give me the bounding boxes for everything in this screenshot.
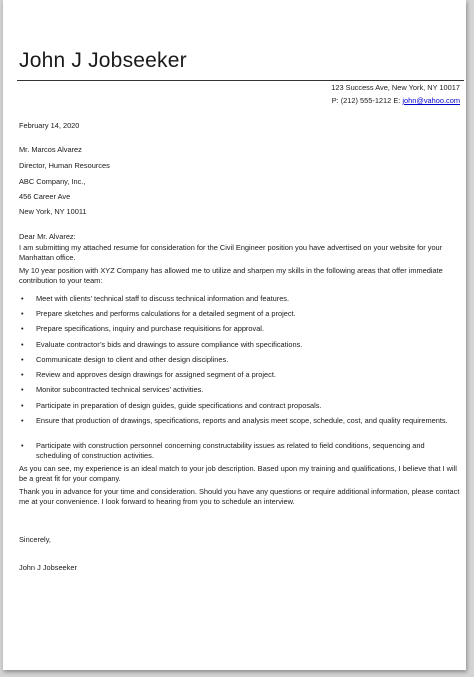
sender-address: 123 Success Ave, New York, NY 10017: [331, 83, 460, 92]
bullet-icon: •: [21, 370, 24, 379]
letter-page: [3, 0, 466, 670]
list-item-text: Prepare sketches and performs calculations for a detailed segment of a project.: [36, 309, 296, 318]
signoff: Sincerely,: [19, 535, 51, 544]
bullet-icon: •: [21, 309, 24, 318]
list-item-text: Review and approves design drawings for assigned segment of a project.: [36, 370, 276, 379]
sender-name: John J Jobseeker: [19, 49, 187, 72]
list-item-text: Evaluate contractor’s bids and drawings to assure compliance with specifications.: [36, 340, 303, 349]
sender-contact-line: [332, 96, 460, 105]
header-divider: [17, 80, 464, 81]
bullet-icon: •: [21, 340, 24, 349]
salutation: Dear Mr. Alvarez:: [19, 232, 76, 241]
bullet-icon: •: [21, 385, 24, 394]
list-item-text: Prepare specifications, inquiry and purchase requisitions for approval.: [36, 324, 265, 333]
bullet-icon: •: [21, 355, 24, 364]
list-item-text: Monitor subcontracted technical services’ activities.: [36, 385, 204, 394]
bullet-icon: •: [21, 324, 24, 333]
recipient-city: New York, NY 10011: [19, 207, 87, 216]
list-item-text: Participate with construction personnel concerning constructability issues as related to field conditions, sequencing and scheduling of construction activities.: [36, 441, 425, 460]
list-item-text: Communicate design to client and other design disciplines.: [36, 355, 229, 364]
bullet-icon: •: [21, 401, 24, 410]
sender-phone: P: (212) 555-1212 E:: [331, 96, 403, 105]
recipient-name: Mr. Marcos Alvarez: [19, 145, 82, 154]
list-item-text: Meet with clients’ technical staff to discuss technical information and features.: [36, 294, 290, 303]
bullet-icon: •: [21, 294, 24, 303]
signature-name: John J Jobseeker: [19, 563, 77, 572]
bullet-icon: •: [21, 441, 24, 450]
recipient-title: Director, Human Resources: [19, 161, 110, 170]
list-item-text: Ensure that production of drawings, specifications, reports and analysis meet scope, schedule, cost, and quality requirements.: [36, 416, 448, 425]
closing-paragraph-2: Thank you in advance for your time and consideration. Should you have any questions or require additional information, please contact me at your convenience. I look forward to hearing from you to schedule an interview.: [19, 487, 460, 506]
intro-paragraph: I am submitting my attached resume for consideration for the Civil Engineer position you have advertised on your website for your Manhattan office.: [19, 243, 443, 262]
closing-paragraph-1: As you can see, my experience is an ideal match to your job description. Based upon my training and qualifications, I believe that I will be a great fit for your company.: [19, 464, 457, 483]
sender-email-link[interactable]: john@vahoo.com: [402, 96, 460, 105]
bullet-icon: •: [21, 416, 24, 425]
list-item-text: Participate in preparation of design guides, guide specifications and contract proposals.: [36, 401, 322, 410]
recipient-street: 456 Career Ave: [19, 192, 71, 201]
letter-date: February 14, 2020: [19, 121, 80, 130]
recipient-company: ABC Company, Inc.,: [19, 177, 86, 186]
experience-paragraph: My 10 year position with XYZ Company has allowed me to utilize and sharpen my skills in the following areas that offer immediate contribution to your team:: [19, 266, 443, 285]
